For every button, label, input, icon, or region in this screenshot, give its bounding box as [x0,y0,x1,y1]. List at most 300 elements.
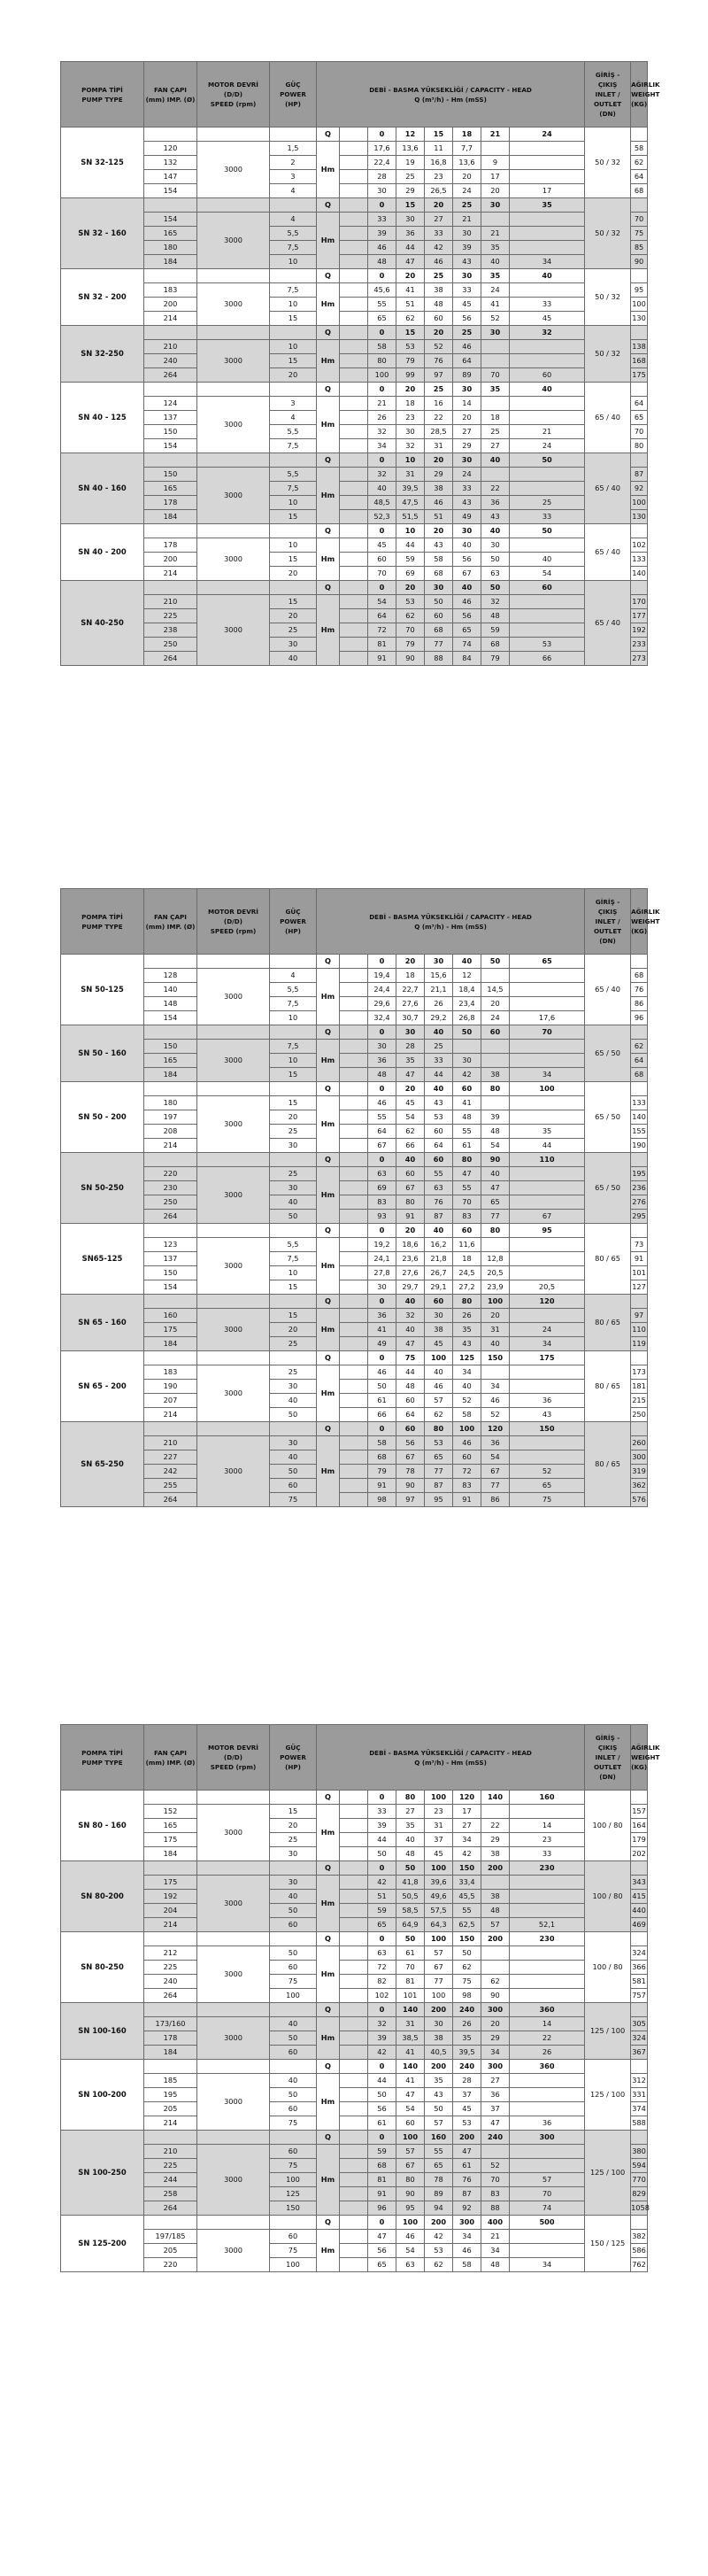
pump-model: SN 32 - 200 [61,269,144,326]
pump-row [61,227,648,241]
head-value [510,1252,585,1266]
blank-cell [270,2060,317,2074]
head-value: 34 [510,1068,585,1082]
head-value: 23,6 [396,1252,425,1266]
weight-kg: 157 [631,1805,648,1819]
head-value: 39 [481,1110,510,1125]
blank-cell [197,1224,270,1238]
weight-kg: 324 [631,2031,648,2046]
pump-row [61,2159,648,2173]
blank-cell [340,983,368,997]
power-hp: 75 [270,1975,317,1989]
capacity-value: 100 [481,1295,510,1309]
head-value: 65 [425,1450,453,1465]
power-hp: 100 [270,2173,317,2187]
power-hp: 4 [270,213,317,227]
head-value: 52 [481,2159,510,2173]
impeller-diameter: 250 [144,638,197,652]
head-value: 64 [368,609,396,623]
hm-label: Hm [317,2230,340,2272]
capacity-value: 175 [510,1351,585,1365]
pump-row [61,1946,648,1961]
head-value [481,340,510,354]
head-value: 52 [425,340,453,354]
head-value [510,482,585,496]
capacity-row [61,198,648,213]
head-value: 45 [510,312,585,326]
head-value: 68 [425,623,453,638]
motor-speed: 3000 [197,538,270,581]
head-value: 91 [368,2187,396,2201]
head-value: 48 [481,1125,510,1139]
power-hp: 25 [270,1833,317,1847]
weight-kg: 215 [631,1394,648,1408]
head-value: 38 [481,1890,510,1904]
header-inlet-outlet-line: GİRİŞ - ÇIKIŞ [595,71,620,89]
impeller-diameter: 240 [144,1975,197,1989]
blank-cell [340,1309,368,1323]
capacity-row [61,2131,648,2145]
pump-row [61,2230,648,2244]
pump-row [61,1266,648,1280]
head-value: 43 [453,496,481,510]
blank-cell [144,1224,197,1238]
capacity-value: 80 [453,1295,481,1309]
blank-cell [340,142,368,156]
head-value: 47 [453,2145,481,2159]
header-pump-type-line: POMPA TİPİ [81,912,123,921]
header-inlet-outlet [585,62,631,128]
weight-kg: 140 [631,1110,648,1125]
head-value: 56 [453,609,481,623]
head-value: 26 [425,997,453,1011]
blank-cell [340,1847,368,1861]
blank-cell [340,1819,368,1833]
head-value [510,623,585,638]
head-value: 38,5 [396,2031,425,2046]
head-value: 70 [481,368,510,383]
power-hp: 125 [270,2187,317,2201]
head-value: 18 [453,1252,481,1266]
head-value: 50 [368,1380,396,1394]
weight-kg: 119 [631,1337,648,1351]
head-value: 47,5 [396,496,425,510]
head-value: 78 [425,2173,453,2187]
capacity-value: 35 [481,383,510,397]
head-value: 16 [425,397,453,411]
head-value: 7,7 [453,142,481,156]
pump-model: SN 125-200 [61,2216,144,2272]
head-value: 18 [396,969,425,983]
head-value: 62 [396,312,425,326]
head-value [510,397,585,411]
capacity-value: 50 [453,1025,481,1040]
capacity-row [61,1153,648,1167]
head-value: 55 [368,298,396,312]
head-value: 24 [481,283,510,298]
head-value: 59 [368,1904,396,1918]
head-value: 88 [425,652,453,666]
blank-cell [340,1337,368,1351]
head-value: 23 [396,411,425,425]
pump-row [61,1309,648,1323]
pump-row [61,638,648,652]
head-value: 27,8 [368,1266,396,1280]
head-value: 38 [425,283,453,298]
head-value: 36 [368,1054,396,1068]
head-value: 52 [481,312,510,326]
head-value: 39,5 [396,482,425,496]
head-value: 19,4 [368,969,396,983]
head-value: 37 [453,2088,481,2102]
capacity-value: 32 [510,326,585,340]
capacity-value: 100 [396,2216,425,2230]
blank-cell [340,128,368,142]
weight-kg: 366 [631,1961,648,1975]
head-value: 49 [368,1337,396,1351]
impeller-diameter: 150 [144,1040,197,1054]
power-hp: 30 [270,1181,317,1195]
q-label: Q [317,1025,340,1040]
impeller-diameter: 255 [144,1479,197,1493]
weight-kg: 170 [631,595,648,609]
head-value: 51 [368,1890,396,1904]
head-value: 30 [453,1054,481,1068]
header-capacity-head-line: DEBİ - BASMA YÜKSEKLİĞİ / CAPACITY - HEAD [369,912,532,921]
hm-label: Hm [317,142,340,198]
power-hp: 4 [270,411,317,425]
capacity-value: 30 [396,1025,425,1040]
pump-row [61,1394,648,1408]
head-value: 59 [368,2145,396,2159]
head-value: 33 [368,1805,396,1819]
head-value [510,2159,585,2173]
impeller-diameter: 147 [144,170,197,184]
head-value: 42 [425,241,453,255]
blank-cell [631,2003,648,2017]
pump-model: SN 80-250 [61,1932,144,2003]
power-hp: 30 [270,1847,317,1861]
capacity-value: 20 [396,1224,425,1238]
head-value: 36 [481,496,510,510]
impeller-diameter: 210 [144,595,197,609]
pump-row [61,1819,648,1833]
head-value: 27 [396,1805,425,1819]
blank-cell [340,1876,368,1890]
impeller-diameter: 258 [144,2187,197,2201]
blank-cell [340,2131,368,2145]
pump-model: SN 32-125 [61,128,144,198]
hm-label: Hm [317,1309,340,1351]
capacity-row [61,326,648,340]
head-value: 91 [396,1210,425,1224]
head-value: 45,5 [453,1890,481,1904]
header-impeller-line: (mm) IMP. (Ø) [145,95,196,104]
head-value: 31 [396,2017,425,2031]
head-value: 34 [453,1365,481,1380]
pump-row [61,397,648,411]
head-value: 46 [453,1436,481,1450]
power-hp: 10 [270,298,317,312]
head-value [510,2102,585,2116]
head-value: 74 [510,2201,585,2216]
head-value: 58 [368,1436,396,1450]
q-label: Q [317,2216,340,2230]
capacity-value: 10 [396,453,425,468]
head-value: 33 [368,213,396,227]
pump-row [61,595,648,609]
header-inlet-outlet-line: GİRİŞ - ÇIKIŞ [595,898,620,916]
motor-speed: 3000 [197,1436,270,1507]
head-value: 46 [453,2244,481,2258]
impeller-diameter: 124 [144,397,197,411]
motor-speed: 3000 [197,969,270,1025]
pump-group [61,1861,648,1932]
pump-group [61,1351,648,1422]
blank-cell [340,609,368,623]
header-impeller-line: (mm) IMP. (Ø) [145,1758,196,1767]
capacity-value: 0 [368,1351,396,1365]
head-value: 53 [510,638,585,652]
head-value: 50 [481,553,510,567]
power-hp: 30 [270,638,317,652]
pump-row [61,298,648,312]
head-value: 67 [396,1181,425,1195]
header-pump-type-line: POMPA TİPİ [81,1748,123,1757]
head-value: 83 [453,1479,481,1493]
motor-speed: 3000 [197,397,270,453]
blank-cell [631,128,648,142]
capacity-value: 75 [396,1351,425,1365]
capacity-value: 60 [396,1422,425,1436]
head-value [510,2244,585,2258]
weight-kg: 300 [631,1450,648,1465]
head-value: 18 [481,411,510,425]
impeller-diameter: 173/160 [144,2017,197,2031]
capacity-row [61,1861,648,1876]
impeller-diameter: 165 [144,1054,197,1068]
head-value: 50 [368,1847,396,1861]
pump-model: SN 50-125 [61,955,144,1025]
head-value: 24 [510,1323,585,1337]
pump-group [61,2216,648,2272]
blank-cell [340,997,368,1011]
blank-cell [144,1932,197,1946]
blank-cell [340,1465,368,1479]
power-hp: 7,5 [270,482,317,496]
head-value: 54 [396,2244,425,2258]
head-value: 9 [481,156,510,170]
head-value: 63 [396,2258,425,2272]
head-value: 60 [453,1450,481,1465]
head-value: 77 [481,1479,510,1493]
blank-cell [197,326,270,340]
header-impeller [144,889,197,955]
motor-speed: 3000 [197,1946,270,2003]
power-hp: 25 [270,623,317,638]
weight-kg: 829 [631,2187,648,2201]
head-value: 11,6 [453,1238,481,1252]
blank-cell [340,368,368,383]
head-value: 35 [453,2031,481,2046]
head-value: 36 [510,1394,585,1408]
head-value: 29 [425,468,453,482]
head-value: 23 [510,1833,585,1847]
hm-label: Hm [317,1365,340,1422]
header-pump-type [61,62,144,128]
blank-cell [631,1791,648,1805]
head-value: 83 [453,1210,481,1224]
head-value: 52 [453,1394,481,1408]
power-hp: 40 [270,652,317,666]
blank-cell [631,1153,648,1167]
power-hp: 10 [270,1266,317,1280]
head-value [481,213,510,227]
impeller-diameter: 214 [144,2116,197,2131]
head-value: 65 [368,312,396,326]
capacity-row [61,1295,648,1309]
head-value: 54 [396,1110,425,1125]
impeller-diameter: 205 [144,2244,197,2258]
blank-cell [340,553,368,567]
head-value: 33,4 [453,1876,481,1890]
head-value: 62,5 [453,1918,481,1932]
blank-cell [340,1054,368,1068]
head-value: 81 [396,1975,425,1989]
hm-label: Hm [317,2145,340,2216]
head-value: 61 [453,2159,481,2173]
head-value: 87 [453,2187,481,2201]
pump-row [61,283,648,298]
blank-cell [197,1153,270,1167]
capacity-value: 0 [368,453,396,468]
blank-cell [144,524,197,538]
blank-cell [340,623,368,638]
capacity-row [61,2003,648,2017]
impeller-diameter: 175 [144,1876,197,1890]
head-value: 70 [453,1195,481,1210]
head-value: 43 [510,1408,585,1422]
q-label: Q [317,524,340,538]
blank-cell [340,1380,368,1394]
blank-cell [340,1082,368,1096]
blank-cell [340,1125,368,1139]
impeller-diameter: 230 [144,1181,197,1195]
head-value: 62 [453,1961,481,1975]
weight-kg: 276 [631,1195,648,1210]
capacity-row [61,1791,648,1805]
head-value: 34 [481,1380,510,1394]
head-value: 30 [481,538,510,553]
head-value: 42 [368,2046,396,2060]
blank-cell [340,1932,368,1946]
pump-group [61,2131,648,2216]
header-weight-line: (KG) [631,927,648,935]
head-value: 21 [510,425,585,439]
blank-cell [631,1025,648,1040]
weight-kg: 127 [631,1280,648,1295]
weight-kg: 133 [631,553,648,567]
head-value: 67 [368,1139,396,1153]
power-hp: 15 [270,553,317,567]
capacity-value: 20 [425,453,453,468]
power-hp: 2 [270,156,317,170]
head-value: 53 [396,595,425,609]
motor-speed: 3000 [197,1365,270,1422]
header-weight-line: (KG) [631,100,648,108]
weight-kg: 85 [631,241,648,255]
head-value: 74 [453,638,481,652]
hm-label: Hm [317,1805,340,1861]
blank-cell [340,581,368,595]
header-power-line: POWER [280,1753,306,1761]
capacity-value: 40 [481,453,510,468]
head-value: 40 [510,553,585,567]
blank-cell [631,581,648,595]
header-capacity-head-line: Q (m³/h) - Hm (mSS) [414,95,487,104]
blank-cell [340,1989,368,2003]
weight-kg: 770 [631,2173,648,2187]
power-hp: 60 [270,2046,317,2060]
power-hp: 10 [270,1054,317,1068]
pump-row [61,496,648,510]
head-value: 27,2 [453,1280,481,1295]
header-weight [631,889,660,955]
blank-cell [270,1295,317,1309]
pump-table-2 [60,888,660,1507]
header-capacity-head [317,62,585,128]
head-value: 46 [396,2230,425,2244]
head-value: 50 [425,2102,453,2116]
capacity-value: 12 [396,128,425,142]
head-value: 93 [368,1210,396,1224]
capacity-value: 20 [396,1082,425,1096]
blank-cell [340,1167,368,1181]
blank-cell [340,2258,368,2272]
head-value [510,1890,585,1904]
head-value: 55 [453,1125,481,1139]
head-value: 70 [368,567,396,581]
head-value: 48,5 [368,496,396,510]
inlet-outlet: 100 / 80 [585,1861,631,1932]
head-value [510,2145,585,2159]
header-inlet-outlet-line: (DN) [599,937,616,945]
q-label: Q [317,1861,340,1876]
head-value: 29,1 [425,1280,453,1295]
pump-row [61,1054,648,1068]
weight-kg: 1058 [631,2201,648,2216]
power-hp: 10 [270,1011,317,1025]
capacity-value: 150 [453,1932,481,1946]
header-capacity-head-line: DEBİ - BASMA YÜKSEKLİĞİ / CAPACITY - HEAD [369,85,532,94]
blank-cell [197,1295,270,1309]
pump-group [61,326,648,383]
impeller-diameter: 214 [144,1408,197,1422]
impeller-diameter: 178 [144,496,197,510]
pump-row [61,1493,648,1507]
capacity-value: 0 [368,1295,396,1309]
pump-row [61,609,648,623]
capacity-value: 0 [368,1082,396,1096]
head-value: 51,5 [396,510,425,524]
head-value: 46 [368,1365,396,1380]
power-hp: 25 [270,1125,317,1139]
head-value: 34 [453,1833,481,1847]
blank-cell [340,1266,368,1280]
weight-kg: 80 [631,439,648,453]
hm-label: Hm [317,213,340,269]
blank-cell [197,1861,270,1876]
